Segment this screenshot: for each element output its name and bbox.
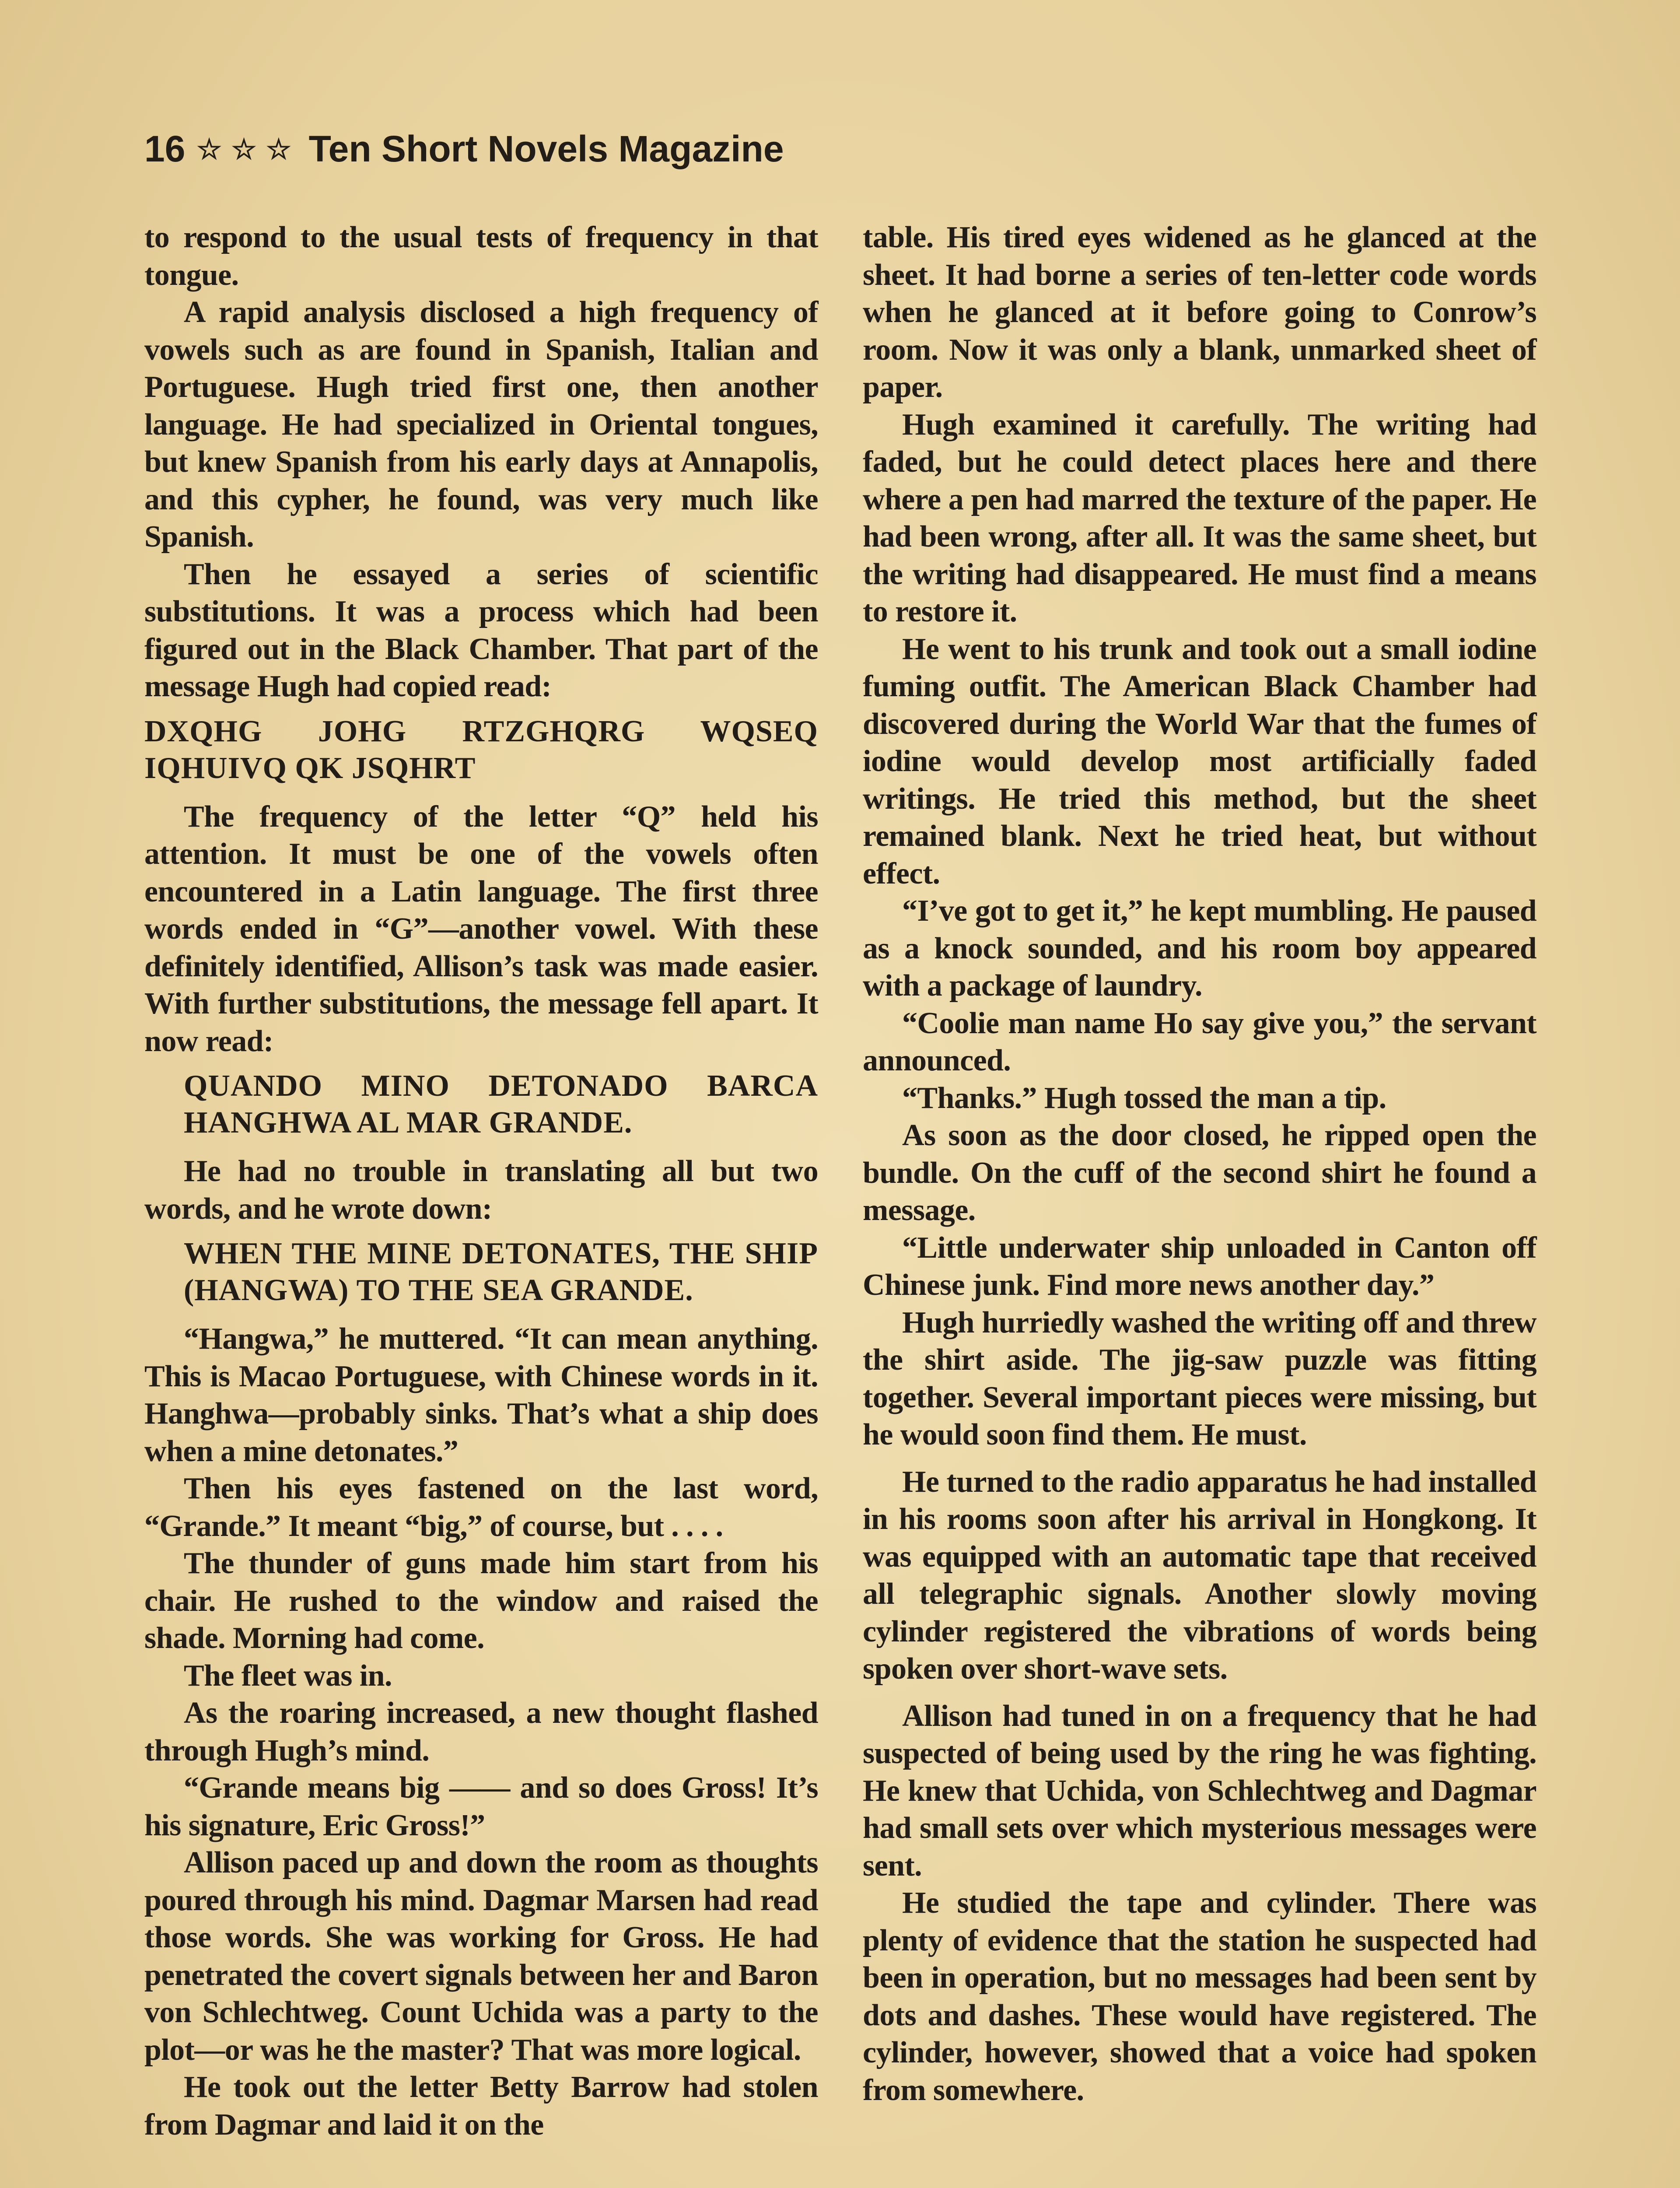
translated-message: WHEN THE MINE DETONATES, THE SHIP (HANGWA) TO THE SEA GRANDE. — [184, 1237, 818, 1307]
paragraph: “Thanks.” Hugh tossed the man a tip. — [902, 1081, 1386, 1115]
paragraph: Then his eyes fastened on the last word, “Grande.” It meant “big,” of course, but . . . . — [144, 1472, 818, 1543]
paragraph: A rapid analysis disclosed a high frequency of vowels such as are found in Spanish, Italian and Portuguese. Hugh tried first one, then another language. He had specialized in Oriental tongues, but knew Spanish from his early days at Annapolis, and this cypher, he found, was very much like Spanish. — [144, 295, 818, 554]
decoded-message: QUANDO MINO DETONADO BARCA HANGHWA AL MAR GRANDE. — [184, 1069, 818, 1140]
paragraph: “Hangwa,” he muttered. “It can mean anything. This is Macao Portuguese, with Chinese words in it. Hanghwa—probably sinks. That’s what a ship does when a mine detonates.” — [144, 1322, 818, 1468]
paragraph: As the roaring increased, a new thought flashed through Hugh’s mind. — [144, 1696, 818, 1767]
paragraph: He had no trouble in translating all but two words, and he wrote down: — [144, 1154, 818, 1226]
paragraph: “Coolie man name Ho say give you,” the servant announced. — [863, 1006, 1536, 1077]
paragraph: Then he essayed a series of scientific substitutions. It was a process which had been figured out in the Black Chamber. That part of the message Hugh had copied read: — [144, 557, 818, 703]
paragraph: Hugh hurriedly washed the writing off and threw the shirt aside. The jig-saw puzzle was fitting together. Several important pieces were missing, but he would soon find them. He must. — [863, 1305, 1536, 1452]
paragraph: Allison paced up and down the room as thoughts poured through his mind. Dagmar Marsen had read those words. She was working for Gross. He had penetrated the covert signals between her and Baron von Schlechtweg. Count Uchida was a party to the plot—or was he the master? That was more logical. — [144, 1846, 818, 2067]
paragraph: “I’ve got to get it,” he kept mumbling. He paused as a knock sounded, and his room boy appeared with a package of laundry. — [863, 894, 1536, 1003]
star-ornament-icon: ☆☆☆ — [196, 133, 301, 165]
cipher-text: DXQHG JOHG RTZGHQRG WQSEQ IQHUIVQ QK JSQHRT — [144, 714, 818, 785]
paragraph: Hugh examined it carefully. The writing had faded, but he could detect places here and there where a pen had marred the texture of the paper. He had been wrong, after all. It was the same sheet, but the writing had disappeared. He must find a means to restore it. — [863, 407, 1536, 628]
right-column — [863, 219, 1536, 2109]
paragraph: As soon as the door closed, he ripped open the bundle. On the cuff of the second shirt he found a message. — [863, 1119, 1536, 1227]
paragraph: table. His tired eyes widened as he glanced at the sheet. It had borne a series of ten-letter code words when he glanced at it before going to Conrow’s room. Now it was only a blank, unmarked sheet of paper. — [863, 221, 1536, 404]
paragraph: The thunder of guns made him start from his chair. He rushed to the window and raised the shade. Morning had come. — [144, 1546, 818, 1655]
paragraph: He studied the tape and cylinder. There was plenty of evidence that the station he suspected had been in operation, but no messages had been sent by dots and dashes. These would have registered. The cylinder, however, showed that a voice had spoken from somewhere. — [863, 1886, 1536, 2107]
page-number: 16 — [144, 128, 186, 169]
paragraph: Allison had tuned in on a frequency that he had suspected of being used by the ring he was fighting. He knew that Uchida, von Schlechtweg and Dagmar had small sets over which mysterious messages were sent. — [863, 1699, 1536, 1883]
paragraph: “Grande means big —— and so does Gross! It’s his signature, Eric Gross!” — [144, 1771, 818, 1842]
paragraph: The frequency of the letter “Q” held his attention. It must be one of the vowels often encountered in a Latin language. The first three words ended in “G”—another vowel. With these definitely identified, Allison’s task was made easier. With further substitutions, the message fell apart. It now read: — [144, 799, 818, 1058]
left-column — [144, 219, 818, 2143]
paragraph: The fleet was in. — [184, 1659, 392, 1693]
paragraph: “Little underwater ship unloaded in Canton off Chinese junk. Find more news another day.” — [863, 1231, 1536, 1302]
paragraph: He turned to the radio apparatus he had installed in his rooms soon after his arrival in Hongkong. It was equipped with an automatic tape that received all telegraphic signals. Another slowly moving cylinder registered the vibrations of words being spoken over short-wave sets. — [863, 1465, 1536, 1686]
paragraph: He took out the letter Betty Barrow had stolen from Dagmar and laid it on the — [144, 2070, 818, 2142]
page-header — [144, 127, 784, 171]
paragraph: to respond to the usual tests of frequency in that tongue. — [144, 221, 818, 292]
paragraph: He went to his trunk and took out a small iodine fuming outfit. The American Black Chamber had discovered during the World War that the fumes of iodine would develop most artificially faded writings. He tried this method, but the sheet remained blank. Next he tried heat, but without effect. — [863, 632, 1536, 891]
magazine-title: Ten Short Novels Magazine — [308, 128, 784, 169]
